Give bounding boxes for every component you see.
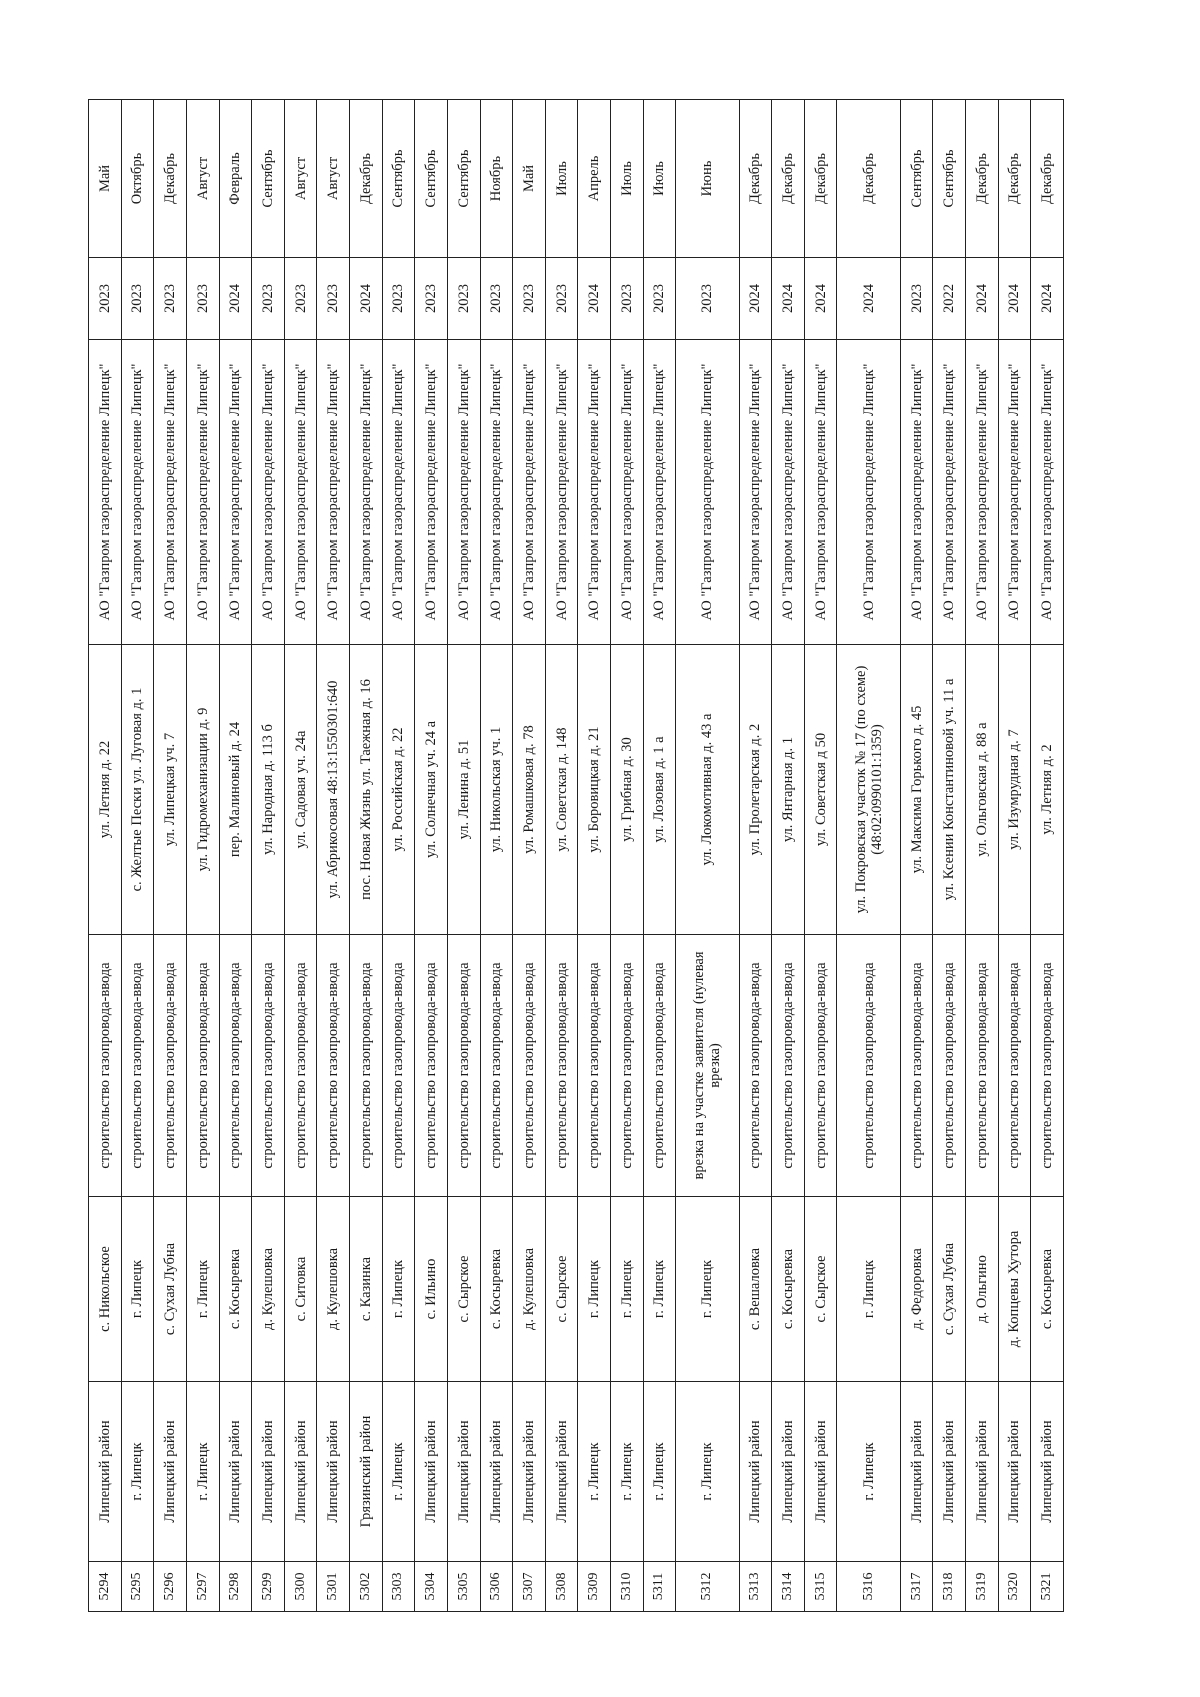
cell-district: Липецкий район — [219, 1382, 252, 1562]
table-row — [578, 100, 611, 1612]
cell-settlement: с. Сырское — [804, 1197, 837, 1382]
cell-settlement: д. Федоровка — [900, 1197, 933, 1382]
cell-district: Липецкий район — [804, 1382, 837, 1562]
cell-year: 2022 — [933, 258, 966, 340]
cell-work-type: строительство газопровода-ввода — [252, 935, 285, 1197]
cell-district: Липецкий район — [447, 1382, 480, 1562]
cell-address: ул. Ольговская д. 88 а — [966, 645, 999, 935]
cell-row-number: 5300 — [284, 1562, 317, 1612]
cell-month: Декабрь — [966, 100, 999, 258]
cell-district: г. Липецк — [121, 1382, 154, 1562]
cell-year: 2023 — [186, 258, 219, 340]
cell-year: 2023 — [447, 258, 480, 340]
table-row — [447, 100, 480, 1612]
cell-settlement: с. Вешаловка — [739, 1197, 772, 1382]
cell-organization: АО "Газпром газораспределение Липецк" — [415, 340, 448, 645]
cell-year: 2024 — [1031, 258, 1064, 340]
cell-month: Ноябрь — [480, 100, 513, 258]
cell-settlement: с. Ильино — [415, 1197, 448, 1382]
cell-settlement: с. Косыревка — [219, 1197, 252, 1382]
cell-district: Липецкий район — [933, 1382, 966, 1562]
cell-settlement: с. Сухая Лубна — [154, 1197, 187, 1382]
cell-organization: АО "Газпром газораспределение Липецк" — [739, 340, 772, 645]
table-row — [415, 100, 448, 1612]
cell-month: Сентябрь — [252, 100, 285, 258]
table-row — [739, 100, 772, 1612]
cell-year: 2023 — [154, 258, 187, 340]
cell-row-number: 5297 — [186, 1562, 219, 1612]
table-row — [966, 100, 999, 1612]
cell-organization: АО "Газпром газораспределение Липецк" — [643, 340, 676, 645]
cell-year: 2023 — [513, 258, 546, 340]
cell-district: Липецкий район — [252, 1382, 285, 1562]
cell-address: ул. Гидромеханизации д. 9 — [186, 645, 219, 935]
cell-year: 2023 — [252, 258, 285, 340]
cell-organization: АО "Газпром газораспределение Липецк" — [252, 340, 285, 645]
cell-organization: АО "Газпром газораспределение Липецк" — [611, 340, 644, 645]
cell-work-type: врезка на участке заявителя (нулевая врезка) — [676, 935, 739, 1197]
cell-organization: АО "Газпром газораспределение Липецк" — [447, 340, 480, 645]
cell-settlement: д. Ольгино — [966, 1197, 999, 1382]
cell-address: ул. Солнечная уч. 24 а — [415, 645, 448, 935]
cell-row-number: 5321 — [1031, 1562, 1064, 1612]
cell-settlement: г. Липецк — [382, 1197, 415, 1382]
cell-year: 2024 — [578, 258, 611, 340]
cell-organization: АО "Газпром газораспределение Липецк" — [480, 340, 513, 645]
cell-address: ул. Максима Горького д. 45 — [900, 645, 933, 935]
cell-work-type: строительство газопровода-ввода — [480, 935, 513, 1197]
cell-year: 2023 — [480, 258, 513, 340]
cell-year: 2024 — [804, 258, 837, 340]
cell-district: Липецкий район — [284, 1382, 317, 1562]
cell-work-type: строительство газопровода-ввода — [284, 935, 317, 1197]
cell-work-type: строительство газопровода-ввода — [89, 935, 122, 1197]
cell-row-number: 5318 — [933, 1562, 966, 1612]
cell-work-type: строительство газопровода-ввода — [415, 935, 448, 1197]
table-row — [837, 100, 900, 1612]
cell-year: 2023 — [382, 258, 415, 340]
cell-settlement: д. Копцевы Хутора — [998, 1197, 1031, 1382]
cell-year: 2023 — [284, 258, 317, 340]
cell-year: 2024 — [772, 258, 805, 340]
cell-row-number: 5306 — [480, 1562, 513, 1612]
cell-month: Декабрь — [154, 100, 187, 258]
cell-organization: АО "Газпром газораспределение Липецк" — [545, 340, 578, 645]
cell-month: Август — [186, 100, 219, 258]
table-body — [89, 100, 1064, 1612]
cell-district: г. Липецк — [578, 1382, 611, 1562]
cell-work-type: строительство газопровода-ввода — [1031, 935, 1064, 1197]
cell-address: ул. Садовая уч. 24а — [284, 645, 317, 935]
cell-row-number: 5308 — [545, 1562, 578, 1612]
cell-settlement: д. Кулешовка — [513, 1197, 546, 1382]
cell-organization: АО "Газпром газораспределение Липецк" — [317, 340, 350, 645]
cell-organization: АО "Газпром газораспределение Липецк" — [966, 340, 999, 645]
cell-settlement: с. Казинка — [350, 1197, 383, 1382]
cell-row-number: 5303 — [382, 1562, 415, 1612]
cell-address: ул. Летняя д. 22 — [89, 645, 122, 935]
cell-address: ул. Летняя д. 2 — [1031, 645, 1064, 935]
cell-settlement: с. Косыревка — [772, 1197, 805, 1382]
cell-settlement: с. Сырское — [447, 1197, 480, 1382]
table-row — [611, 100, 644, 1612]
cell-address: ул. Народная д. 113 б — [252, 645, 285, 935]
table-row — [480, 100, 513, 1612]
cell-address: ул. Локомотивная д. 43 а — [676, 645, 739, 935]
table-row — [933, 100, 966, 1612]
cell-address: ул. Изумрудная д. 7 — [998, 645, 1031, 935]
cell-month: Сентябрь — [933, 100, 966, 258]
cell-year: 2024 — [837, 258, 900, 340]
cell-district: Липецкий район — [545, 1382, 578, 1562]
cell-organization: АО "Газпром газораспределение Липецк" — [998, 340, 1031, 645]
cell-organization: АО "Газпром газораспределение Липецк" — [186, 340, 219, 645]
cell-settlement: с. Косыревка — [1031, 1197, 1064, 1382]
cell-address: пер. Малиновый д. 24 — [219, 645, 252, 935]
cell-work-type: строительство газопровода-ввода — [578, 935, 611, 1197]
table-row — [1031, 100, 1064, 1612]
cell-district: Липецкий район — [317, 1382, 350, 1562]
cell-district: г. Липецк — [382, 1382, 415, 1562]
cell-month: Апрель — [578, 100, 611, 258]
cell-district: г. Липецк — [611, 1382, 644, 1562]
cell-settlement: г. Липецк — [121, 1197, 154, 1382]
cell-organization: АО "Газпром газораспределение Липецк" — [350, 340, 383, 645]
cell-work-type: строительство газопровода-ввода — [966, 935, 999, 1197]
cell-year: 2023 — [611, 258, 644, 340]
cell-district: Липецкий район — [415, 1382, 448, 1562]
cell-row-number: 5298 — [219, 1562, 252, 1612]
cell-organization: АО "Газпром газораспределение Липецк" — [578, 340, 611, 645]
cell-month: Декабрь — [998, 100, 1031, 258]
cell-address: ул. Грибная д. 30 — [611, 645, 644, 935]
cell-district: г. Липецк — [837, 1382, 900, 1562]
cell-district: Липецкий район — [480, 1382, 513, 1562]
cell-row-number: 5294 — [89, 1562, 122, 1612]
cell-district: г. Липецк — [186, 1382, 219, 1562]
cell-address: ул. Никольская уч. 1 — [480, 645, 513, 935]
cell-year: 2023 — [415, 258, 448, 340]
cell-work-type: строительство газопровода-ввода — [317, 935, 350, 1197]
table-row — [350, 100, 383, 1612]
cell-month: Сентябрь — [900, 100, 933, 258]
cell-organization: АО "Газпром газораспределение Липецк" — [154, 340, 187, 645]
cell-work-type: строительство газопровода-ввода — [513, 935, 546, 1197]
cell-district: г. Липецк — [676, 1382, 739, 1562]
cell-address: ул. Абрикосовая 48:13:1550301:640 — [317, 645, 350, 935]
cell-work-type: строительство газопровода-ввода — [772, 935, 805, 1197]
cell-month: Июль — [611, 100, 644, 258]
table-row — [154, 100, 187, 1612]
cell-address: ул. Российская д. 22 — [382, 645, 415, 935]
cell-row-number: 5312 — [676, 1562, 739, 1612]
cell-address: ул. Липецкая уч. 7 — [154, 645, 187, 935]
gas-connection-table — [88, 99, 1064, 1612]
cell-organization: АО "Газпром газораспределение Липецк" — [900, 340, 933, 645]
cell-organization: АО "Газпром газораспределение Липецк" — [513, 340, 546, 645]
table-row — [382, 100, 415, 1612]
cell-month: Декабрь — [739, 100, 772, 258]
cell-month: Декабрь — [837, 100, 900, 258]
cell-row-number: 5311 — [643, 1562, 676, 1612]
cell-year: 2023 — [545, 258, 578, 340]
cell-work-type: строительство газопровода-ввода — [611, 935, 644, 1197]
cell-year: 2023 — [89, 258, 122, 340]
cell-row-number: 5319 — [966, 1562, 999, 1612]
cell-year: 2023 — [317, 258, 350, 340]
cell-settlement: д. Кулешовка — [252, 1197, 285, 1382]
cell-address: ул. Покровская участок № 17 (по схеме) (48:02:0990101:1359) — [837, 645, 900, 935]
cell-address: ул. Ксении Константиновой уч. 11 а — [933, 645, 966, 935]
cell-settlement: д. Кулешовка — [317, 1197, 350, 1382]
cell-month: Февраль — [219, 100, 252, 258]
cell-district: Липецкий район — [154, 1382, 187, 1562]
cell-row-number: 5295 — [121, 1562, 154, 1612]
cell-district: г. Липецк — [643, 1382, 676, 1562]
cell-row-number: 5314 — [772, 1562, 805, 1612]
cell-work-type: строительство газопровода-ввода — [837, 935, 900, 1197]
cell-district: Липецкий район — [89, 1382, 122, 1562]
cell-settlement: г. Липецк — [676, 1197, 739, 1382]
cell-month: Май — [513, 100, 546, 258]
cell-organization: АО "Газпром газораспределение Липецк" — [121, 340, 154, 645]
cell-organization: АО "Газпром газораспределение Липецк" — [219, 340, 252, 645]
table-row — [186, 100, 219, 1612]
table-row — [89, 100, 122, 1612]
cell-month: Декабрь — [1031, 100, 1064, 258]
cell-row-number: 5320 — [998, 1562, 1031, 1612]
cell-year: 2023 — [676, 258, 739, 340]
cell-address: ул. Ленина д. 51 — [447, 645, 480, 935]
cell-month: Август — [317, 100, 350, 258]
cell-settlement: с. Ситовка — [284, 1197, 317, 1382]
cell-work-type: строительство газопровода-ввода — [350, 935, 383, 1197]
table-row — [772, 100, 805, 1612]
table-row — [643, 100, 676, 1612]
rotated-page — [88, 100, 1064, 1612]
table-row — [284, 100, 317, 1612]
cell-row-number: 5299 — [252, 1562, 285, 1612]
cell-work-type: строительство газопровода-ввода — [643, 935, 676, 1197]
cell-work-type: строительство газопровода-ввода — [545, 935, 578, 1197]
cell-row-number: 5304 — [415, 1562, 448, 1612]
cell-row-number: 5305 — [447, 1562, 480, 1612]
table-row — [513, 100, 546, 1612]
cell-row-number: 5302 — [350, 1562, 383, 1612]
table-row — [252, 100, 285, 1612]
cell-address: ул. Янтарная д. 1 — [772, 645, 805, 935]
cell-district: Липецкий район — [513, 1382, 546, 1562]
cell-month: Июль — [545, 100, 578, 258]
cell-year: 2023 — [900, 258, 933, 340]
cell-year: 2024 — [219, 258, 252, 340]
cell-address: ул. Лозовая д. 1 а — [643, 645, 676, 935]
cell-row-number: 5317 — [900, 1562, 933, 1612]
cell-organization: АО "Газпром газораспределение Липецк" — [837, 340, 900, 645]
cell-settlement: г. Липецк — [578, 1197, 611, 1382]
table-row — [545, 100, 578, 1612]
cell-settlement: с. Сырское — [545, 1197, 578, 1382]
cell-organization: АО "Газпром газораспределение Липецк" — [89, 340, 122, 645]
cell-work-type: строительство газопровода-ввода — [121, 935, 154, 1197]
cell-work-type: строительство газопровода-ввода — [739, 935, 772, 1197]
cell-organization: АО "Газпром газораспределение Липецк" — [676, 340, 739, 645]
cell-organization: АО "Газпром газораспределение Липецк" — [284, 340, 317, 645]
cell-organization: АО "Газпром газораспределение Липецк" — [382, 340, 415, 645]
cell-settlement: г. Липецк — [611, 1197, 644, 1382]
cell-settlement: с. Никольское — [89, 1197, 122, 1382]
cell-district: Липецкий район — [998, 1382, 1031, 1562]
cell-district: Липецкий район — [900, 1382, 933, 1562]
cell-work-type: строительство газопровода-ввода — [998, 935, 1031, 1197]
cell-row-number: 5310 — [611, 1562, 644, 1612]
cell-organization: АО "Газпром газораспределение Липецк" — [933, 340, 966, 645]
cell-year: 2024 — [739, 258, 772, 340]
cell-address: ул. Боровицкая д. 21 — [578, 645, 611, 935]
cell-work-type: строительство газопровода-ввода — [186, 935, 219, 1197]
table-row — [121, 100, 154, 1612]
cell-address: ул. Советская д 50 — [804, 645, 837, 935]
cell-month: Август — [284, 100, 317, 258]
table-row — [317, 100, 350, 1612]
cell-settlement: г. Липецк — [643, 1197, 676, 1382]
cell-month: Сентябрь — [415, 100, 448, 258]
cell-month: Декабрь — [804, 100, 837, 258]
cell-district: Липецкий район — [772, 1382, 805, 1562]
cell-row-number: 5316 — [837, 1562, 900, 1612]
cell-row-number: 5309 — [578, 1562, 611, 1612]
cell-work-type: строительство газопровода-ввода — [933, 935, 966, 1197]
cell-settlement: с. Сухая Лубна — [933, 1197, 966, 1382]
cell-row-number: 5315 — [804, 1562, 837, 1612]
cell-address: ул. Ромашковая д. 78 — [513, 645, 546, 935]
cell-month: Июнь — [676, 100, 739, 258]
cell-district: Грязинский район — [350, 1382, 383, 1562]
cell-address: ул. Советская д. 148 — [545, 645, 578, 935]
cell-address: с. Желтые Пески ул. Луговая д. 1 — [121, 645, 154, 935]
table-row — [900, 100, 933, 1612]
table-row — [676, 100, 739, 1612]
cell-month: Май — [89, 100, 122, 258]
cell-month: Сентябрь — [447, 100, 480, 258]
cell-work-type: строительство газопровода-ввода — [219, 935, 252, 1197]
cell-month: Октябрь — [121, 100, 154, 258]
cell-work-type: строительство газопровода-ввода — [900, 935, 933, 1197]
cell-address: ул. Пролетарская д. 2 — [739, 645, 772, 935]
cell-settlement: г. Липецк — [837, 1197, 900, 1382]
table-row — [804, 100, 837, 1612]
cell-row-number: 5296 — [154, 1562, 187, 1612]
cell-row-number: 5307 — [513, 1562, 546, 1612]
cell-work-type: строительство газопровода-ввода — [447, 935, 480, 1197]
cell-work-type: строительство газопровода-ввода — [154, 935, 187, 1197]
cell-year: 2023 — [121, 258, 154, 340]
cell-settlement: г. Липецк — [186, 1197, 219, 1382]
table-row — [219, 100, 252, 1612]
cell-work-type: строительство газопровода-ввода — [382, 935, 415, 1197]
cell-year: 2023 — [643, 258, 676, 340]
cell-organization: АО "Газпром газораспределение Липецк" — [772, 340, 805, 645]
cell-month: Декабрь — [772, 100, 805, 258]
cell-settlement: с. Косыревка — [480, 1197, 513, 1382]
cell-organization: АО "Газпром газораспределение Липецк" — [804, 340, 837, 645]
cell-month: Декабрь — [350, 100, 383, 258]
cell-month: Сентябрь — [382, 100, 415, 258]
cell-district: Липецкий район — [1031, 1382, 1064, 1562]
cell-year: 2024 — [966, 258, 999, 340]
cell-month: Июль — [643, 100, 676, 258]
cell-row-number: 5313 — [739, 1562, 772, 1612]
cell-organization: АО "Газпром газораспределение Липецк" — [1031, 340, 1064, 645]
cell-year: 2024 — [998, 258, 1031, 340]
cell-district: Липецкий район — [739, 1382, 772, 1562]
table-row — [998, 100, 1031, 1612]
cell-district: Липецкий район — [966, 1382, 999, 1562]
cell-row-number: 5301 — [317, 1562, 350, 1612]
cell-year: 2024 — [350, 258, 383, 340]
cell-address: пос. Новая Жизнь ул. Таежная д. 16 — [350, 645, 383, 935]
cell-work-type: строительство газопровода-ввода — [804, 935, 837, 1197]
